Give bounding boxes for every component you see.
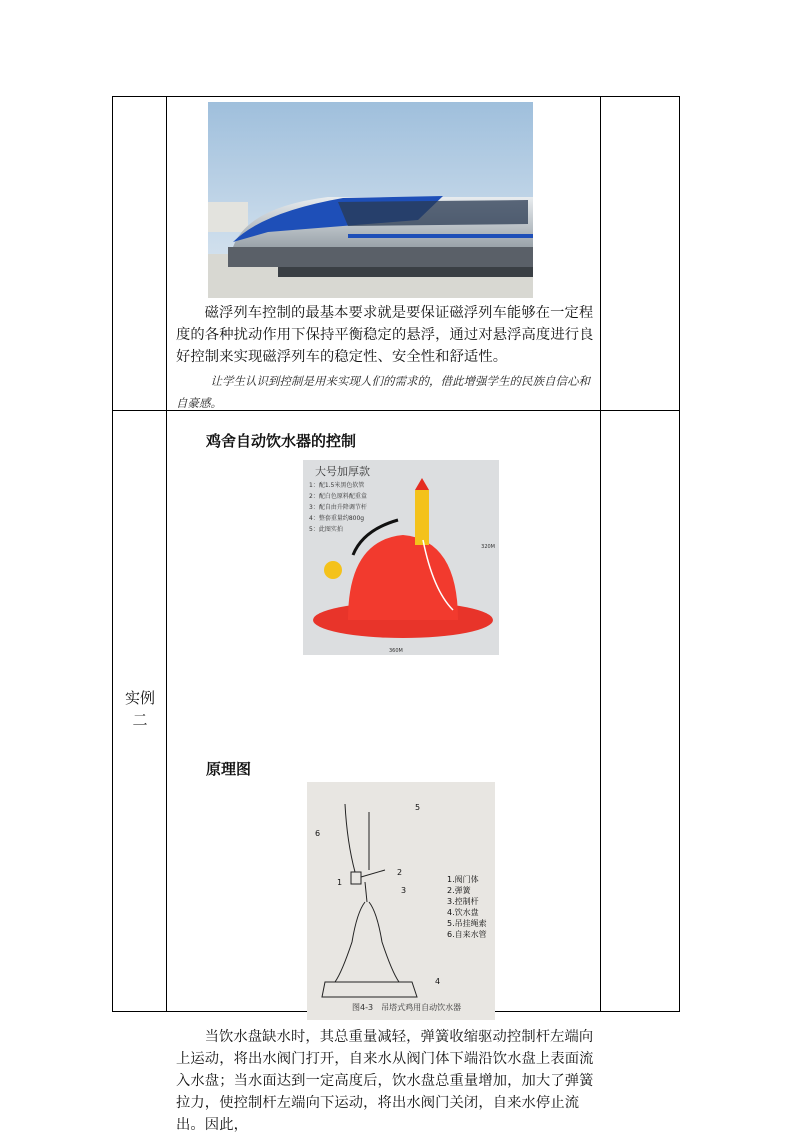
drinker-section	[168, 411, 600, 1133]
photo-caption-title: 大号加厚款	[315, 465, 370, 478]
example-label: 实例 二	[124, 689, 155, 729]
photo-spec-list: 1：配1.5米黑色软管 2：配白色原料配重盒 3：配自由升降调节杆 4：整套重量约800g 5：此图实拍	[309, 482, 367, 533]
product-photo	[303, 460, 499, 655]
diagram-caption: 图4-3 吊塔式鸡用自动饮水器	[352, 1003, 462, 1012]
maglev-section	[168, 102, 600, 410]
principle-heading: 原理图	[206, 760, 252, 778]
maglev-paragraph: 磁浮列车控制的最基本要求就是要保证磁浮列车能够在一定程度的各种扰动作用下保持平衡稳定的悬浮，通过对悬浮高度进行良好控制来实现磁浮列车的稳定性、安全性和舒适性。	[176, 305, 594, 365]
diagram-legend: 1.阀门体 2.弹簧 3.控制杆 4.饮水盘 5.吊挂绳索 6.自来水管	[447, 875, 487, 939]
lesson-table	[112, 96, 680, 1133]
height-dimension: 320M	[481, 544, 495, 550]
column-divider	[166, 97, 167, 1011]
column-divider	[600, 97, 601, 1011]
width-dimension: 360M	[389, 648, 403, 654]
principle-diagram: 5 6 1 2 3 4 1.阀门体 2.弹簧 3.控制杆 4.饮水盘 5.吊挂绳索 6.自来水管 图4-3 吊塔式鸡用自动饮水器	[307, 782, 495, 1020]
principle-paragraph: 当饮水盘缺水时，其总重量减轻，弹簧收缩驱动控制杆左端向上运动，将出水阀门打开，自来水从阀门体下端沿饮水盘上表面流入水盘；当水面达到一定高度后，饮水盘总重量增加，加大了弹簧拉力，使控制杆左端向下运动，将出水阀门关闭，自来水停止流出。因此，	[176, 1029, 594, 1133]
teaching-note: 让学生认识到控制是用来实现人们的需求的，借此增强学生的民族自信心和自豪感。	[176, 374, 590, 410]
section-title: 鸡舍自动饮水器的控制	[206, 432, 357, 450]
maglev-train-image	[208, 102, 533, 298]
